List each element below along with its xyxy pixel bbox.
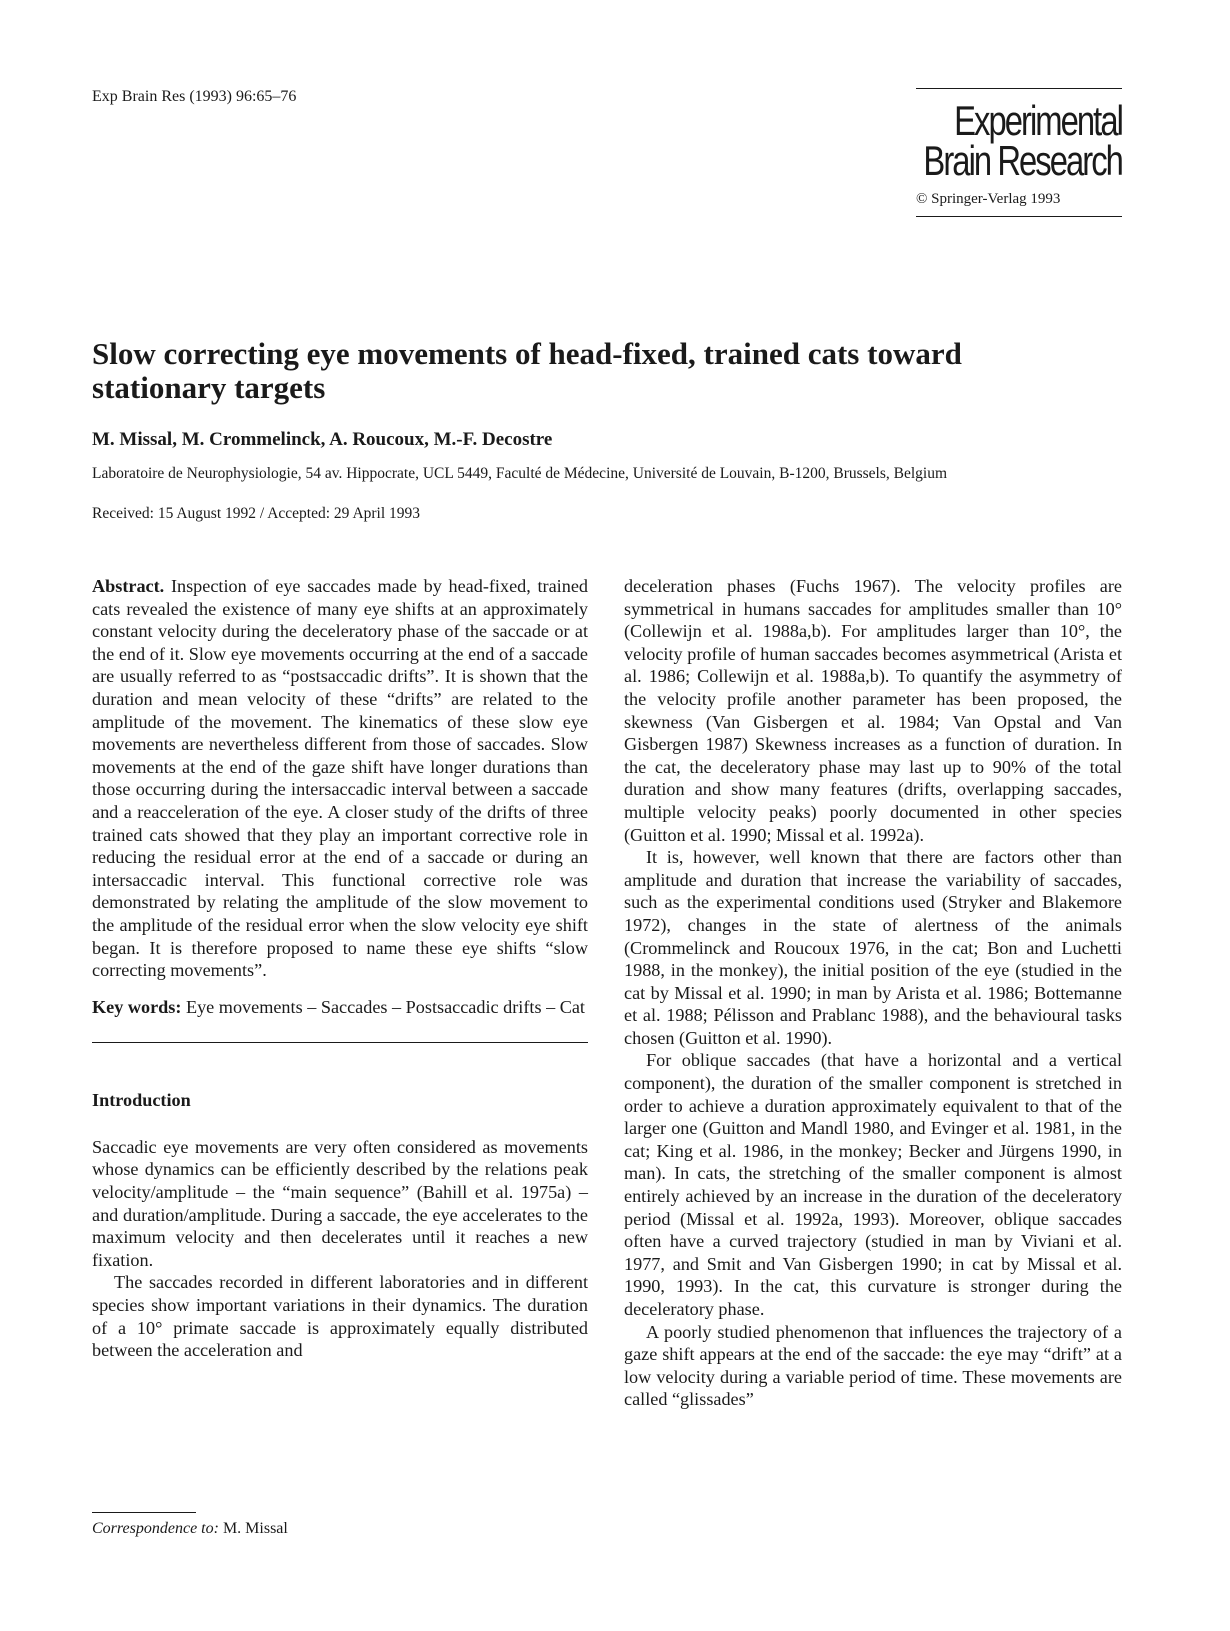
footnote-label: Correspondence to: [92, 1520, 219, 1537]
journal-logo [916, 97, 1122, 184]
intro-paragraph-4: For oblique saccades (that have a horizontal and a vertical component), the duration of the smaller component is stretched in order to achieve a duration approximately equivalent to that of the larger one (Guitton and Mandl 1980, and Evinger et al. 1981, in the cat; King et al. 1986, in the monkey; Becker and Jürgens 1990, in man). In cats, the stretching of the smaller component is almost entirely achieved by an increase in the duration of the deceleratory period (Missal et al. 1992a, 1993). Moreover, oblique saccades often have a curved trajectory (studied in man by Viviani et al. 1977, and Smit and Van Gisbergen 1990; in cat by Missal et al. 1990, 1993). In the cat, this curvature is stronger during the deceleratory phase. [624, 1050, 1122, 1319]
masthead-top-rule [916, 88, 1122, 89]
correspondence-footnote [92, 1520, 288, 1538]
footnote-rule [92, 1512, 196, 1513]
footnote-text: M. Missal [222, 1520, 288, 1537]
intro-paragraph-2-continued: deceleration phases (Fuchs 1967). The velocity profiles are symmetrical in humans saccades for amplitudes smaller than 10° (Collewijn et al. 1988a,b). For amplitudes larger than 10°, the velocity profile of human saccades becomes asymmetrical (Arista et al. 1986; Collewijn et al. 1988a,b). To quantify the asymmetry of the velocity profile another parameter has been proposed, the skewness (Van Gisbergen et al. 1984; Van Opstal and Van Gisbergen 1987) Skewness increases as a function of duration. In the cat, the deceleratory phase may last up to 90% of the total duration and show many features (drifts, overlapping saccades, multiple velocity peaks) poorly documented in other species (Guitton et al. 1990; Missal et al. 1992a). [624, 576, 1122, 845]
masthead-bottom-rule [916, 216, 1122, 217]
journal-masthead [916, 88, 1122, 217]
article-title: Slow correcting eye movements of head-fixed, trained cats toward stationary targets [92, 336, 962, 405]
introduction-heading: Introduction [92, 1090, 191, 1111]
copyright-notice: © Springer-Verlag 1993 [916, 191, 1061, 207]
right-column [624, 575, 1122, 1411]
abstract [92, 575, 588, 982]
intro-paragraph-3: It is, however, well known that there are factors other than amplitude and duration that increase the variability of saccades, such as the experimental conditions used (Stryker and Blakemore 1972), changes in the state of alertness of the animals (Crommelinck and Roucoux 1976, in the cat; Bon and Luchetti 1988, in the monkey), the initial position of the eye (studied in the cat by Missal et al. 1990; in man by Arista et al. 1986; Bottemanne et al. 1988; Pélisson and Prablanc 1988), and the behavioural tasks chosen (Guitton et al. 1990). [624, 847, 1122, 1048]
journal-citation: Exp Brain Res (1993) 96:65–76 [92, 88, 297, 105]
intro-paragraph-5: A poorly studied phenomenon that influences the trajectory of a gaze shift appears at the end of the saccade: the eye may “drift” at a low velocity during a variable period of time. These movements are called “glissades” [624, 1321, 1122, 1410]
left-column [92, 575, 588, 1362]
journal-name-line2: Brain Research [923, 137, 1122, 184]
article-authors: M. Missal, M. Crommelinck, A. Roucoux, M.-F. Decostre [92, 429, 553, 450]
intro-paragraph-1: Saccadic eye movements are very often considered as movements whose dynamics can be efficiently described by the relations peak velocity/amplitude – the “main sequence” (Bahill et al. 1975a) – and duration/amplitude. During a saccade, the eye accelerates to the maximum velocity and then decelerates until it reaches a new fixation. [92, 1136, 588, 1270]
journal-name-line1: Experimental [954, 97, 1122, 144]
abstract-label: Abstract. [92, 576, 165, 596]
author-affiliation: Laboratoire de Neurophysiologie, 54 av. Hippocrate, UCL 5449, Faculté de Médecine, Université de Louvain, B-1200, Brussels, Belgium [92, 465, 948, 482]
keywords-label: Key words: [92, 996, 182, 1017]
intro-paragraph-2: The saccades recorded in different laboratories and in different species show important variations in their dynamics. The duration of a 10° primate saccade is approximately equally distributed between the acceleration and [92, 1272, 588, 1361]
section-divider [92, 1042, 588, 1043]
abstract-text: Inspection of eye saccades made by head-fixed, trained cats revealed the existence of many eye shifts at an approximately constant velocity during the deceleratory phase of the saccade or at the end of it. Slow eye movements occurring at the end of a saccade are usually referred to as “postsaccadic drifts”. It is shown that the duration and mean velocity of these “drifts” are related to the amplitude of the movement. The kinematics of these slow eye movements are nevertheless different from those of saccades. Slow movements at the end of the gaze shift have longer durations than those occurring during the intersaccadic interval between a saccade and a reacceleration of the eye. A closer study of the drifts of three trained cats showed that they play an important corrective role in reducing the residual error at the end of a saccade or during an intersaccadic interval. This functional corrective role was demonstrated by relating the amplitude of the slow movement to the amplitude of the residual error when the slow velocity eye shift began. It is therefore proposed to name these eye shifts “slow correcting movements”. [92, 576, 588, 981]
article-dates: Received: 15 August 1992 / Accepted: 29 April 1993 [92, 505, 421, 522]
keywords-text: Eye movements – Saccades – Postsaccadic drifts – Cat [185, 996, 585, 1017]
keywords [92, 996, 588, 1019]
